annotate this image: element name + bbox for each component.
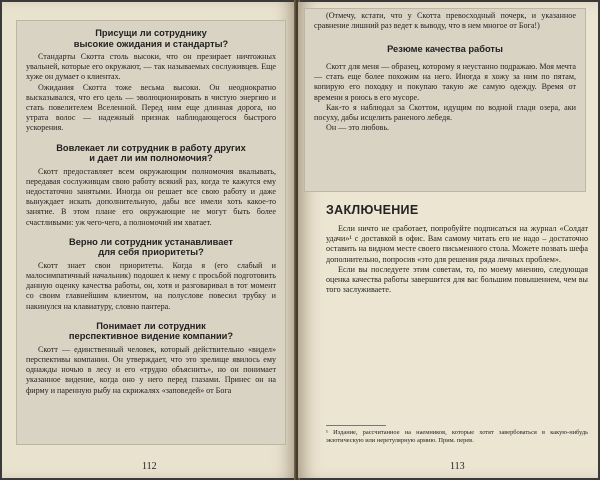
paragraph: Он — это любовь. — [326, 123, 390, 133]
left-page — [2, 2, 296, 478]
paragraph: Если ничто не сработает, попробуйте подписаться на журнал «Солдат удачи»¹ с доставкой в офис. Вам самому читать его не надо – достаточно оставить на видном месте своего письменного стола. Можете позвать шефа дополнительно, попросив «это для решения ряда личных проблем». — [326, 224, 588, 264]
heading-line: Присущи ли сотруднику — [95, 28, 207, 38]
heading-line: перспективное видение компании? — [68, 331, 234, 342]
paragraph: Скотт — единственный человек, который действительно «видел» перспективы компании. Он утверждает, что это зрелище явилось ему однажды ночью в лесу и его «трудно объяснить», но он понимает указанное видение, когда оно у него перед глазами. Принес он на фирму и паренную рыбу на скрижалях «заповедей» от Бога — [26, 344, 276, 395]
section-heading-expectations — [26, 28, 276, 49]
conclusion-body — [326, 224, 588, 295]
paragraph: Скотт предоставляет всем окружающим полномочия вкалывать, передавая сослуживцам свою работу всякий раз, когда те кажутся ему недостаточно занятыми. Иногда он решает все свою работу и даже вынуждает искать дополнительную, дабы все имели хоть какое-то занятие. В этом плане его окружающие не могут быть более счастливыми: уж чего-чего, а полномочий им хватает. — [26, 166, 276, 227]
heading-line: и дает ли им полномочия? — [89, 153, 213, 164]
paragraph: Как-то я наблюдал за Скоттом, идущим по водной глади озера, аки посуху, дабы исцелить раненого лебедя. — [314, 102, 576, 122]
page-number: 112 — [142, 461, 157, 472]
right-page — [298, 2, 598, 478]
right-shaded-box — [304, 8, 586, 192]
section-heading-summary: Резюме качества работы — [387, 44, 503, 55]
paragraph: Стандарты Скотта столь высоки, что он презирает ничтожных увальней, которые его окружают, — так называемых сослуживцев. Еще хуже он думает о клиентах. — [26, 52, 276, 82]
section-heading-empowerment — [26, 143, 276, 164]
left-shaded-box — [16, 20, 286, 445]
section-heading-vision — [26, 321, 276, 342]
page-number: 113 — [450, 461, 465, 472]
heading-line: Вовлекает ли сотрудник в работу других — [56, 142, 246, 153]
paragraph: Скотт для меня — образец, которому я неустанно подражаю. Моя мечта — стать еще более похожим на него. Иногда я хожу за ним по пятам, копирую его походку и покупаю такую же самую одежду. Время от времени я роюсь в его мусоре. — [314, 61, 576, 102]
footnote-divider — [326, 425, 386, 426]
heading-line: Понимает ли сотрудник — [96, 320, 206, 331]
heading-line: для себя приоритеты? — [98, 247, 204, 258]
paragraph: (Отмечу, кстати, что у Скотта превосходный почерк, и указанное сравнение лишний раз ведет к выводу, что в нем многое от Бога!) — [314, 11, 576, 31]
paragraph: Если вы последуете этим советам, то, по моему мнению, следующая оценка качества работы завершится для вас большим повышением, чем вы того заслуживаете. — [326, 264, 588, 295]
heading-line: высокие ожидания и стандарты? — [73, 38, 229, 49]
heading-line: Верно ли сотрудник устанавливает — [69, 236, 233, 247]
conclusion-title: ЗАКЛЮЧЕНИЕ — [326, 203, 419, 217]
paragraph: Ожидания Скотта тоже весьма высоки. Он неоднократно высказывался, что его цель — эволюционировать в чистую энергию и стать повелителем Вселенной. Перед ним еще длинная дорога, но утрата волос — надежный признак наблюдающегося быстрого ускорения. — [26, 82, 276, 133]
paragraph: Скотт знает свои приоритеты. Когда я (его слабый и малосимпатичный начальник) подошел к нему с просьбой подготовить данную оценку качества работы, он, хотя и разговаривал в тот момент со своим главнейшим клиентом, на полуслове повесил трубку и накинулся на клавиатуру, словно пантера. — [26, 260, 276, 311]
footnote: ¹ Издание, рассчитанное на наемников, которые хотят завербоваться в какую-нибудь экзотическую или неретулярную армию. Прим. перев. — [326, 429, 588, 444]
section-heading-priorities — [26, 237, 276, 258]
